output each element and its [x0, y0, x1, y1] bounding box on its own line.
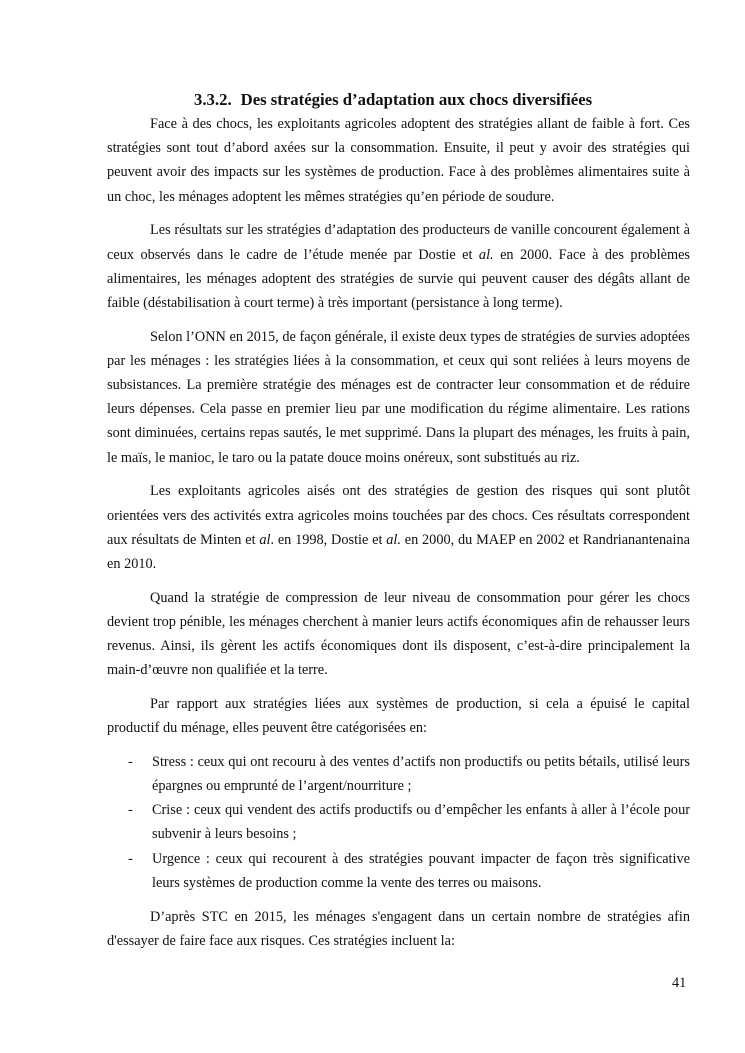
paragraph-compression: Quand la stratégie de compression de leur niveau de consommation pour gérer les chocs devient trop pénible, les ménages cherchent à manier leurs actifs économiques afin de rehausser leurs revenus. Ainsi, ils gèrent les actifs économiques dont ils disposent, c’est-à-dire principalement la main-d’œuvre non qualifiée et la terre. [107, 589, 690, 679]
paragraph-text: . en 1998, Dostie et [270, 531, 387, 548]
section-number: 3.3.2. [194, 90, 232, 109]
list-bullet: - [128, 753, 133, 770]
page-number: 41 [672, 975, 687, 991]
section-title: Des stratégies d’adaptation aux chocs diversifiées [240, 90, 593, 109]
document-body [107, 88, 690, 963]
list-bullet: - [128, 850, 133, 867]
paragraph-exploitants [107, 479, 690, 576]
list-item-text: Urgence : ceux qui recourent à des stratégies pouvant impacter de façon très significative leurs systèmes de production comme la vente des terres ou maisons. [152, 850, 690, 891]
strategy-list [107, 750, 690, 895]
paragraph-text: en 2000, du MAEP en 2002 et Randrianantenaina en 2010. [107, 531, 690, 572]
list-bullet: - [128, 802, 133, 819]
section-heading [107, 88, 690, 112]
paragraph-stc: D’après STC en 2015, les ménages s'engagent dans un certain nombre de stratégies afin d'essayer de faire face aux risques. Ces stratégies incluent la: [107, 908, 690, 949]
paragraph-text: en 2000. Face à des problèmes alimentaires, les ménages adoptent des stratégies de survie qui peuvent causer des dégâts allant de faible (déstabilisation à court terme) à très important (persistance à long terme). [107, 246, 690, 311]
list-item-text: Crise : ceux qui vendent des actifs productifs ou d’empêcher les enfants à aller à l’école pour subvenir à leurs besoins ; [152, 802, 690, 843]
paragraph-onn: Selon l’ONN en 2015, de façon générale, il existe deux types de stratégies de survies adoptées par les ménages : les stratégies liées à la consommation, et ceux qui sont reliées à leurs moyens de subsistances. La première stratégie des ménages est de contracter leur consommation et de réduire leurs dépenses. Cela passe en premier lieu par une modification du régime alimentaire. Les rations sont diminuées, certains repas sautés, le met supprimé. Dans la plupart des ménages, les fruits à pain, le maïs, le manioc, le taro ou la patate douce moins onéreux, sont substitués au riz. [107, 328, 690, 466]
italic-al: al. [386, 531, 401, 548]
paragraph-categories: Par rapport aux stratégies liées aux systèmes de production, si cela a épuisé le capital productif du ménage, elles peuvent être catégorisées en: [107, 695, 690, 737]
list-item-urgence [107, 847, 690, 895]
paragraph-dostie [107, 218, 690, 315]
paragraph-text: Les exploitants agricoles aisés ont des stratégies de gestion des risques qui sont plutôt orientées vers des activités extra agricoles moins touchées par des chocs. Ces résultats correspondent aux résultats de Minten et [107, 483, 690, 548]
italic-al: al [259, 531, 271, 548]
list-item-stress [107, 750, 690, 798]
italic-al: al. [478, 246, 494, 263]
paragraph-text: Les résultats sur les stratégies d’adaptation des producteurs de vanille concourent également à ceux observés dans le cadre de l’étude menée par Dostie et [107, 222, 690, 263]
list-item-crise [107, 798, 690, 846]
paragraph-intro: Face à des chocs, les exploitants agricoles adoptent des stratégies allant de faible à fort. Ces stratégies sont tout d’abord axées sur la consommation. Ensuite, il peut y avoir des stratégies qui peuvent avoir des impacts sur les systèmes de production. Face à des problèmes alimentaires suite à un choc, les ménages adoptent les mêmes stratégies qu’en période de soudure. [107, 116, 690, 205]
list-item-text: Stress : ceux qui ont recouru à des ventes d’actifs non productifs ou petits bétails, utilisé leurs épargnes ou emprunté de l’argent/nourriture ; [152, 753, 690, 795]
